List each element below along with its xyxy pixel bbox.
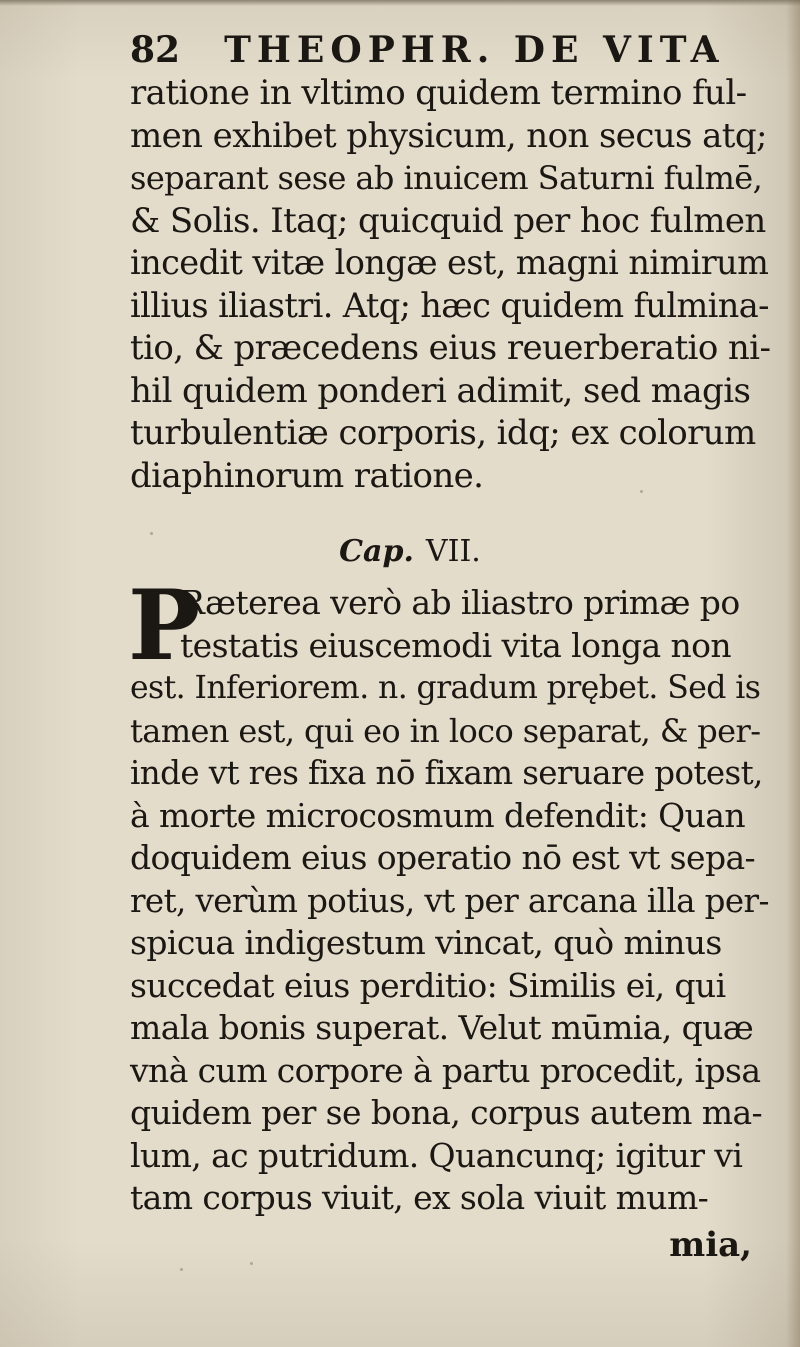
chapter-number: VII. xyxy=(425,534,481,569)
drop-capital: P xyxy=(128,569,201,682)
text-line: mala bonis superat. Velut mūmia, quæ xyxy=(130,1008,754,1047)
paper-speck xyxy=(150,532,153,535)
folio-number: 82 xyxy=(130,29,181,71)
running-header xyxy=(130,28,725,72)
text-line: succedat eius perditio: Similis ei, qui xyxy=(130,965,726,1005)
text-line: à morte microcosmum defendit: Quan xyxy=(130,795,745,835)
text-line: est. Inferiorem. n. gradum prębet. Sed is xyxy=(130,670,761,706)
text-line: vnà cum corpore à partu procedit, ipsa xyxy=(130,1050,761,1090)
paper-speck xyxy=(180,1268,183,1271)
text-line: diaphinorum ratione. xyxy=(130,455,484,496)
paper-speck xyxy=(640,490,643,493)
page-top-edge xyxy=(0,0,800,6)
text-line: tamen est, qui eo in loco separat, & per- xyxy=(130,711,761,750)
paper-speck xyxy=(250,1262,253,1265)
text-line: ratione in vltimo quidem termino ful- xyxy=(130,73,747,113)
running-title: THEOPHR. DE VITA xyxy=(224,29,725,71)
text-line: separant sese ab inuicem Saturni fulmē, xyxy=(130,159,763,197)
chapter-heading xyxy=(0,530,800,574)
catchword: mia, xyxy=(669,1225,752,1265)
text-line: testatis eiuscemodi vita longa non xyxy=(180,625,732,665)
text-line: turbulentiæ corporis, idq; ex colorum xyxy=(130,413,756,453)
text-line: illius iliastri. Atq; hæc quidem fulmina- xyxy=(130,285,769,325)
text-line: Ræterea verò ab iliastro primæ po xyxy=(180,583,740,622)
text-line: ret, verùm potius, vt per arcana illa per- xyxy=(130,881,769,920)
text-line: men exhibet physicum, non secus atq; xyxy=(130,115,767,156)
text-line: tam corpus viuit, ex sola viuit mum- xyxy=(130,1178,709,1217)
text-line: incedit vitæ longæ est, magni nimirum xyxy=(130,243,769,282)
text-line: spicua indigestum vincat, quò minus xyxy=(130,923,722,962)
paragraph-1 xyxy=(130,72,770,497)
text-line: & Solis. Itaq; quicquid per hoc fulmen xyxy=(130,200,766,241)
text-line: quidem per se bona, corpus autem ma- xyxy=(130,1093,763,1132)
paragraph-2 xyxy=(128,569,770,1220)
text-line: doquidem eius operatio nō est vt sepa- xyxy=(130,838,756,877)
text-line: tio, & præcedens eius reuerberatio ni- xyxy=(130,328,771,368)
page-gutter-shadow xyxy=(786,0,800,1347)
chapter-word: Cap. xyxy=(339,534,414,569)
text-line: inde vt res fixa nō fixam seruare potest, xyxy=(130,754,763,792)
text-line: hil quidem ponderi adimit, sed magis xyxy=(130,370,751,411)
text-line: lum, ac putridum. Quancunq; igitur vi xyxy=(130,1135,743,1175)
